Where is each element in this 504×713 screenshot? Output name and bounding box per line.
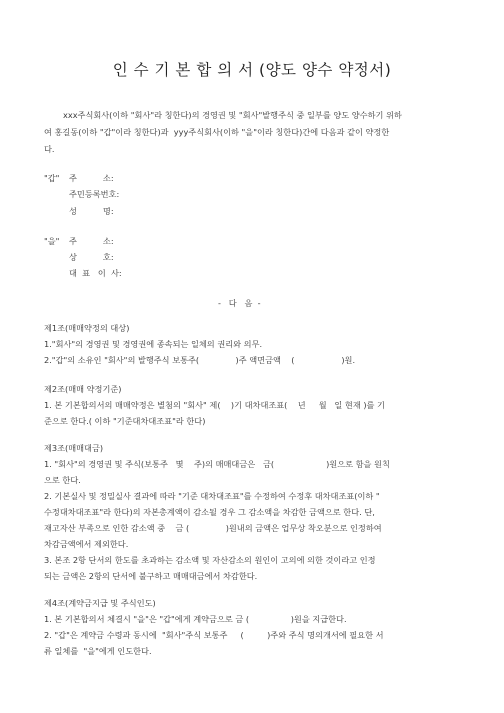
party-eul-label: "을" — [44, 236, 60, 246]
party-eul-ceo: 대 표 이 사: — [69, 268, 122, 278]
intro-line-3: 다. — [44, 144, 55, 154]
article-4-heading: 제4조(계약금지급 및 주식인도) — [44, 598, 156, 608]
party-eul-address: 주 소: — [69, 236, 114, 246]
article-3-line-1: 1. "회사"의 경영권 및 주식(보통주 몇 주)의 매매대금은 금( )원으로 함을 원칙 — [44, 459, 390, 469]
article-3-line-6: 차감금액에서 제외한다. — [44, 539, 129, 549]
article-3-line-7: 3. 본조 2항 단서의 한도를 초과하는 감소액 및 자산감소의 원인이 고의에 의한 것이라고 인정 — [44, 555, 376, 565]
article-3-heading: 제3조(매매대금) — [44, 443, 104, 453]
article-3-line-3: 2. 기본실사 및 정밀실사 결과에 따라 "기준 대차대조표"를 수정하여 수정후 대차대조표(이하 " — [44, 491, 380, 501]
document-title: 인 수 기 본 합 의 서 (양도 양수 약정서) — [112, 61, 392, 79]
article-2-heading: 제2조(매매 약정기준) — [44, 384, 122, 394]
separator-text: - 다 음 - — [218, 298, 261, 308]
party-gap-address: 주 소: — [69, 173, 114, 183]
article-2-line-2: 준으로 한다.( 이하 "기준대차대조표"라 한다) — [44, 416, 206, 426]
article-3-line-2: 으로 한다. — [44, 475, 81, 485]
article-4-line-3: 류 일체를 "을"에게 인도한다. — [44, 646, 152, 656]
party-gap-name: 성 명: — [69, 206, 114, 216]
article-1-line-1: 1."회사"의 경영권 및 경영권에 종속되는 일체의 권리와 의무. — [44, 339, 263, 349]
intro-line-1: xxx주식회사(이하 "회사"라 칭한다)의 경영권 및 "회사"발행주식 중 일부를 양도 양수하기 위하 — [63, 110, 402, 120]
article-4-line-1: 1. 본 기본합의서 체결시 "을"은 "갑"에게 계약금으로 금 ( )원을 지급한다. — [44, 614, 347, 624]
article-2-line-1: 1. 본 기본합의서의 매매약정은 별첨의 "회사" 제( )기 대차대조표( 년 월 일 현재 )를 기 — [44, 400, 385, 410]
party-gap-resident-no: 주민등록번호: — [69, 189, 120, 199]
intro-line-2: 여 홍길동(이하 "갑"이라 칭한다)과 yyy주식회사(이하 "을"이라 칭한다)간에 다음과 같이 약정한 — [44, 127, 390, 137]
article-4-line-2: 2. "갑"은 계약금 수령과 동시에 "회사"주식 보통주 ( )주와 주식 명의개서에 필요한 서 — [44, 630, 384, 640]
article-3-line-4: 수정대차대조표"라 한다)의 자본총계액이 감소될 경우 그 감소액을 차감한 금액으로 한다. 단, — [44, 507, 375, 517]
article-1-heading: 제1조(매매약정의 대상) — [44, 323, 130, 333]
article-1-line-2: 2."갑"의 소유인 "회사"의 발행주식 보통주( )주 액면금액 ( )원. — [44, 355, 356, 365]
article-3-line-8: 되는 금액은 2항의 단서에 불구하고 매매대금에서 차감한다. — [44, 571, 258, 581]
article-3-line-5: 재고자산 부족으로 인한 감소액 중 금 ( )원내의 금액은 업무상 착오분으로 인정하여 — [44, 523, 382, 533]
party-gap-label: "갑" — [44, 173, 60, 183]
party-eul-company: 상 호: — [69, 252, 114, 262]
